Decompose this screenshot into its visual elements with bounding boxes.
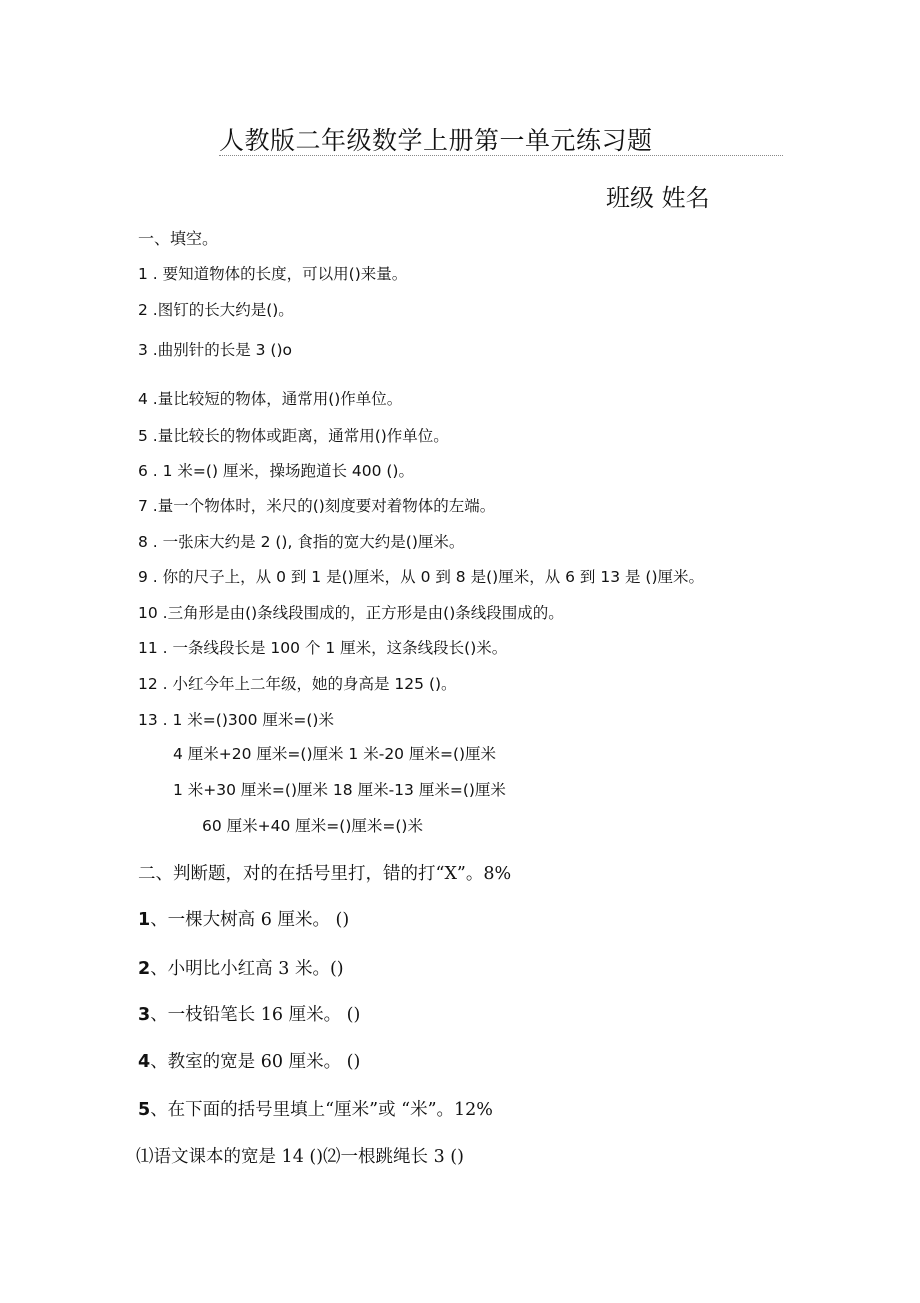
fill-item-10: 10 .三角形是由()条线段围成的，正方形是由()条线段围成的。 [138, 604, 564, 622]
fill-item-3: 3 .曲别针的长是 3 ()o [138, 341, 293, 359]
section1-heading: 一、填空。 [138, 229, 219, 248]
judge-item-4-text: 、教室的宽是 60 厘米。 () [150, 1052, 361, 1072]
judge-item-4-number: 4 [138, 1052, 151, 1072]
judge-item-5-text: 、在下面的括号里填上“厘米”或 “米”。12% [150, 1100, 493, 1120]
unit-fill-line: ⑴语文课本的宽是 14 ()⑵一根跳绳长 3 () [136, 1147, 464, 1167]
fill-item-13-row3: 1 米+30 厘米=()厘米 18 厘米-13 厘米=()厘米 [173, 781, 506, 799]
judge-item-1-text: 、一棵大树高 6 厘米。 () [150, 910, 350, 930]
judge-item-1 [138, 906, 349, 931]
fill-item-2: 2 .图钉的长大约是()。 [138, 301, 294, 319]
fill-item-9: 9 . 你的尺子上，从 0 到 1 是()厘米，从 0 到 8 是()厘米，从 6 到 13 是 ()厘米。 [138, 568, 705, 586]
judge-item-1-number: 1 [138, 910, 151, 930]
fill-item-6: 6 . 1 米=() 厘米，操场跑道长 400 ()。 [138, 462, 414, 480]
fill-item-4: 4 .量比较短的物体，通常用()作单位。 [138, 390, 403, 408]
judge-item-5-number: 5 [138, 1100, 151, 1120]
fill-item-13-row2: 4 厘米+20 厘米=()厘米 1 米-20 厘米=()厘米 [173, 745, 497, 763]
judge-item-4 [138, 1048, 360, 1073]
judge-item-2 [138, 955, 344, 980]
fill-item-7: 7 .量一个物体时，米尺的()刻度要对着物体的左端。 [138, 497, 496, 515]
section2-heading: 二、判断题，对的在括号里打，错的打“X”。8% [138, 864, 512, 884]
title-underline [219, 155, 783, 156]
fill-item-8: 8 . 一张床大约是 2 (), 食指的宽大约是()厘米。 [138, 533, 465, 551]
fill-item-13: 13 . 1 米=()300 厘米=()米 [138, 711, 334, 729]
judge-item-3-number: 3 [138, 1005, 151, 1025]
judge-item-2-text: 、小明比小红高 3 米。() [150, 959, 344, 979]
fill-item-12: 12 . 小红今年上二年级，她的身高是 125 ()。 [138, 675, 457, 693]
judge-item-3-text: 、一枝铅笔长 16 厘米。 () [150, 1005, 361, 1025]
fill-item-1: 1 . 要知道物体的长度，可以用()来量。 [138, 265, 408, 283]
judge-item-3 [138, 1001, 360, 1026]
page-title: 人教版二年级数学上册第一单元练习题 [219, 126, 653, 155]
fill-item-5: 5 .量比较长的物体或距离，通常用()作单位。 [138, 427, 449, 445]
fill-item-13-row4: 60 厘米+40 厘米=()厘米=()米 [202, 817, 423, 835]
judge-item-2-number: 2 [138, 959, 151, 979]
class-name-line: 班级 姓名 [606, 184, 710, 212]
fill-item-11: 11 . 一条线段长是 100 个 1 厘米，这条线段长()米。 [138, 639, 508, 657]
judge-item-5 [138, 1096, 493, 1121]
